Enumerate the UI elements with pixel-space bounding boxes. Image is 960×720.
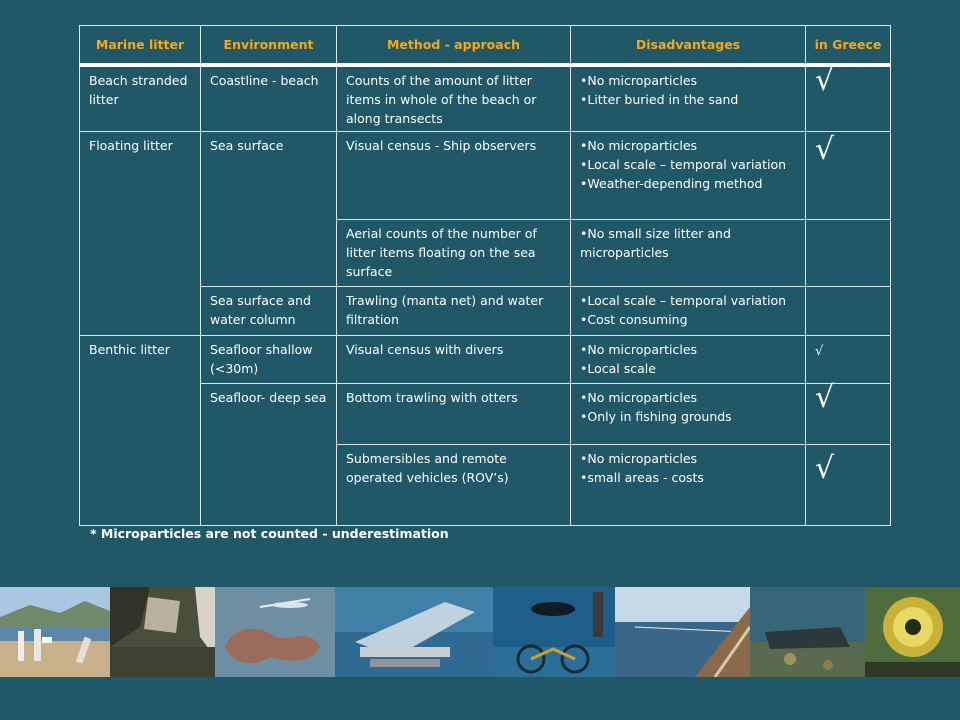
greece-checkmark: √ [806, 384, 891, 445]
disadvantage-item: •Only in fishing grounds [580, 409, 732, 425]
header-marine-litter: Marine litter [80, 26, 201, 65]
submersible-photo [865, 587, 960, 677]
disadvantages-cell [571, 220, 806, 287]
environment-cell: Coastline - beach [201, 65, 337, 132]
litter-type-cell: Benthic litter [80, 335, 201, 525]
method-cell: Counts of the amount of litter items in whole of the beach or along transects [337, 65, 571, 132]
disadvantage-item: •No microparticles [580, 72, 698, 88]
disadvantages-cell [571, 335, 806, 383]
disadvantage-item: •Local scale – temporal variation [580, 157, 787, 173]
method-cell: Submersibles and remote operated vehicles (ROV’s) [337, 445, 571, 526]
header-environment: Environment [201, 26, 337, 65]
header-in-greece: in Greece [806, 26, 891, 65]
environment-cell: Seafloor- deep sea [201, 384, 337, 526]
greece-empty-cell [806, 287, 891, 335]
manta-net-photo [335, 587, 493, 677]
disadvantages-cell [571, 132, 806, 220]
method-cell: Visual census with divers [337, 335, 571, 383]
beach-survey-photo [0, 587, 110, 677]
disadvantage-item: •No microparticles [580, 138, 698, 154]
footnote: * Microparticles are not counted - underestimation [90, 526, 449, 541]
header-disadvantages: Disadvantages [571, 26, 806, 65]
method-cell: Bottom trawling with otters [337, 384, 571, 445]
photo-strip [0, 587, 960, 677]
disadvantage-item: •Litter buried in the sand [580, 91, 739, 107]
disadvantage-item: •Local scale [580, 360, 656, 376]
table-row [80, 287, 891, 335]
marine-litter-table [79, 25, 891, 526]
disadvantage-item: •Local scale – temporal variation [580, 293, 787, 309]
environment-cell: Seafloor shallow (<30m) [201, 335, 337, 383]
disadvantages-cell [571, 384, 806, 445]
environment-cell: Sea surface [201, 132, 337, 287]
disadvantage-item: •No microparticles [580, 451, 698, 467]
stranded-litter-photo [110, 587, 215, 677]
method-cell: Trawling (manta net) and water filtration [337, 287, 571, 335]
ship-observer-photo [615, 587, 750, 677]
greece-checkmark: √ [806, 335, 891, 383]
disadvantage-item: •No microparticles [580, 341, 698, 357]
aerial-floating-litter-photo [215, 587, 335, 677]
greece-checkmark: √ [806, 65, 891, 132]
table-row [80, 132, 891, 220]
header-method: Method - approach [337, 26, 571, 65]
environment-cell: Sea surface and water column [201, 287, 337, 335]
disadvantage-item: •Weather-depending method [580, 176, 763, 192]
disadvantage-item: •Cost consuming [580, 312, 688, 328]
header-row [80, 26, 891, 65]
greece-checkmark: √ [806, 132, 891, 220]
table-row [80, 384, 891, 445]
disadvantage-item: •small areas - costs [580, 470, 704, 486]
table-row [80, 65, 891, 132]
method-cell: Visual census - Ship observers [337, 132, 571, 220]
table-row [80, 335, 891, 383]
diver-photo [493, 587, 615, 677]
rov-camera-photo [750, 587, 865, 677]
litter-type-cell: Beach stranded litter [80, 65, 201, 132]
litter-type-cell: Floating litter [80, 132, 201, 335]
greece-empty-cell [806, 220, 891, 287]
greece-checkmark: √ [806, 445, 891, 526]
disadvantage-item: •No microparticles [580, 390, 698, 406]
disadvantages-cell [571, 287, 806, 335]
disadvantages-cell [571, 65, 806, 132]
disadvantages-cell [571, 445, 806, 526]
method-cell: Aerial counts of the number of litter items floating on the sea surface [337, 220, 571, 287]
disadvantage-item: •No small size litter and microparticles [580, 226, 731, 260]
